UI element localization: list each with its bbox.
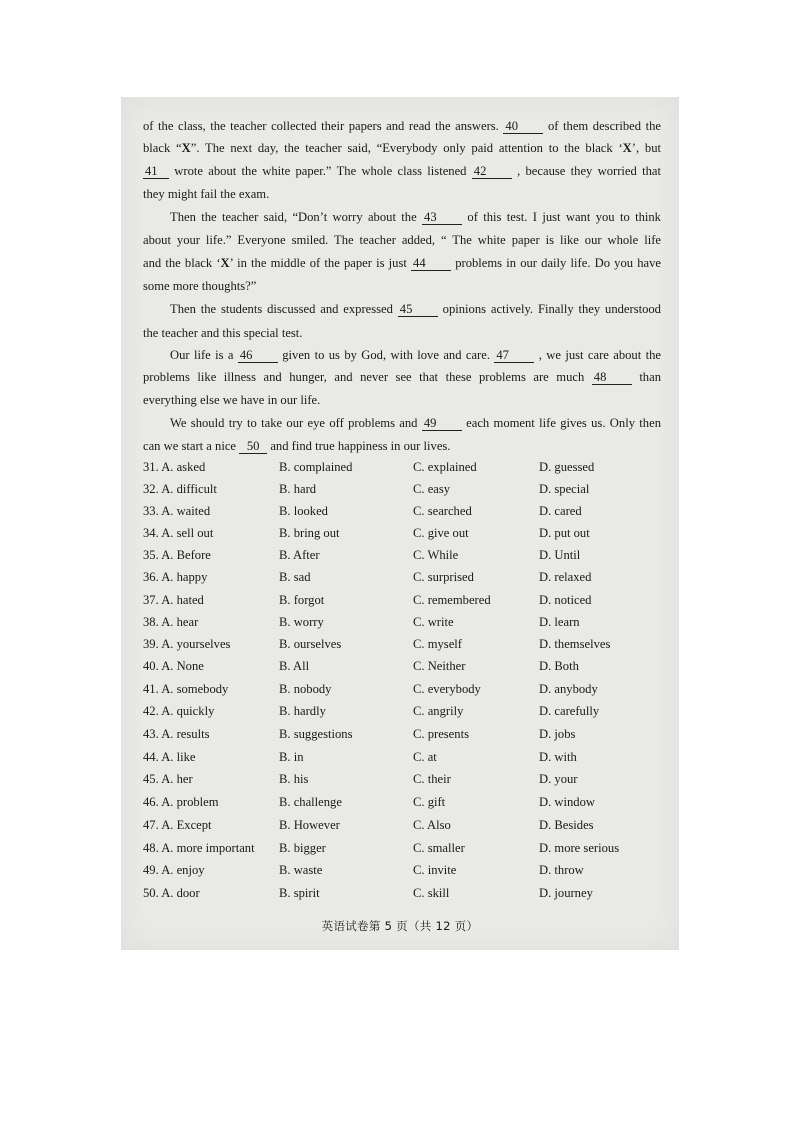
option-a: 35. A. Before xyxy=(143,548,211,562)
option-d: D. learn xyxy=(539,615,580,629)
option-d: D. Both xyxy=(539,659,579,673)
option-b: B. his xyxy=(279,772,309,786)
option-b: B. worry xyxy=(279,615,324,629)
text: of the class, the teacher collected their papers and read the answers. xyxy=(143,119,499,133)
option-row-40 xyxy=(143,656,663,676)
page-footer: 英语试卷第 5 页（共 12 页） xyxy=(321,919,479,933)
text: Then the teacher said, “Don’t worry about the xyxy=(170,210,417,224)
passage-line xyxy=(143,369,661,385)
option-c: C. myself xyxy=(413,637,462,651)
option-row-46 xyxy=(143,792,663,812)
text: wrote about the white paper.” The whole class listened xyxy=(174,164,467,178)
option-b: B. sad xyxy=(279,570,311,584)
option-a: 36. A. happy xyxy=(143,570,208,584)
option-a: 34. A. sell out xyxy=(143,526,214,540)
passage-line xyxy=(143,163,661,179)
option-row-48 xyxy=(143,838,663,858)
passage-line xyxy=(170,209,661,225)
option-c: C. invite xyxy=(413,863,457,877)
option-b: B. However xyxy=(279,818,340,832)
text: We should try to take our eye off problems and xyxy=(170,416,418,430)
blank-45: 45 xyxy=(398,302,438,317)
option-a: 37. A. hated xyxy=(143,593,204,607)
option-a: 32. A. difficult xyxy=(143,482,217,496)
option-b: B. looked xyxy=(279,504,328,518)
option-row-38 xyxy=(143,612,663,632)
option-a: 43. A. results xyxy=(143,727,210,741)
option-b: B. in xyxy=(279,750,304,764)
blank-47: 47 xyxy=(494,348,534,363)
option-d: D. anybody xyxy=(539,682,598,696)
option-b: B. complained xyxy=(279,460,353,474)
option-c: C. Also xyxy=(413,818,451,832)
option-d: D. special xyxy=(539,482,590,496)
option-c: C. smaller xyxy=(413,841,465,855)
option-c: C. remembered xyxy=(413,593,491,607)
passage-line: everything else we have in our life. xyxy=(143,393,321,407)
option-a: 45. A. her xyxy=(143,772,193,786)
option-row-44 xyxy=(143,747,663,767)
option-row-50 xyxy=(143,883,663,903)
option-c: C. skill xyxy=(413,886,450,900)
option-d: D. journey xyxy=(539,886,593,900)
text: opinions actively. Finally they understood xyxy=(442,302,661,316)
option-c: C. surprised xyxy=(413,570,474,584)
option-b: B. hardly xyxy=(279,704,326,718)
blank-43: 43 xyxy=(422,210,462,225)
option-a: 48. A. more important xyxy=(143,841,255,855)
option-c: C. Neither xyxy=(413,659,466,673)
option-d: D. Besides xyxy=(539,818,594,832)
option-c: C. everybody xyxy=(413,682,481,696)
passage-line xyxy=(143,118,661,134)
option-a: 38. A. hear xyxy=(143,615,199,629)
option-c: C. presents xyxy=(413,727,469,741)
option-row-32 xyxy=(143,479,663,499)
option-row-36 xyxy=(143,567,663,587)
option-row-45 xyxy=(143,769,663,789)
option-d: D. more serious xyxy=(539,841,620,855)
option-a: 46. A. problem xyxy=(143,795,219,809)
option-b: B. bigger xyxy=(279,841,326,855)
option-a: 47. A. Except xyxy=(143,818,212,832)
option-b: B. waste xyxy=(279,863,323,877)
option-c: C. explained xyxy=(413,460,477,474)
blank-40: 40 xyxy=(503,119,543,134)
option-d: D. your xyxy=(539,772,578,786)
option-c: C. searched xyxy=(413,504,472,518)
option-b: B. suggestions xyxy=(279,727,353,741)
option-row-35 xyxy=(143,545,663,565)
passage-line xyxy=(143,140,661,156)
option-c: C. at xyxy=(413,750,437,764)
option-d: D. noticed xyxy=(539,593,592,607)
text: of this test. I just want you to think xyxy=(467,210,661,224)
text: , we just care about the xyxy=(538,348,661,362)
option-c: C. easy xyxy=(413,482,451,496)
option-row-34 xyxy=(143,523,663,543)
option-c: C. write xyxy=(413,615,454,629)
text: , because they worried that xyxy=(517,164,661,178)
option-d: D. throw xyxy=(539,863,584,877)
option-b: B. challenge xyxy=(279,795,342,809)
blank-44: 44 xyxy=(411,256,451,271)
passage-line: about your life.” Everyone smiled. The teacher added, “ The white paper is like our whole life xyxy=(143,233,661,247)
blank-41: 41 xyxy=(143,164,169,179)
option-b: B. spirit xyxy=(279,886,320,900)
option-c: C. give out xyxy=(413,526,469,540)
text: black “X”. The next day, the teacher said, “Everybody only paid attention to the black ‘X’, but xyxy=(143,141,661,155)
option-a: 39. A. yourselves xyxy=(143,637,231,651)
option-a: 50. A. door xyxy=(143,886,200,900)
passage-line xyxy=(170,347,661,363)
option-row-37 xyxy=(143,590,663,610)
option-row-31 xyxy=(143,457,663,477)
option-row-41 xyxy=(143,679,663,699)
option-a: 40. A. None xyxy=(143,659,204,673)
option-b: B. bring out xyxy=(279,526,340,540)
option-d: D. themselves xyxy=(539,637,611,651)
option-a: 33. A. waited xyxy=(143,504,211,518)
blank-48: 48 xyxy=(592,370,632,385)
option-d: D. window xyxy=(539,795,595,809)
passage-line: they might fail the exam. xyxy=(143,187,270,201)
option-b: B. After xyxy=(279,548,320,562)
text: Then the students discussed and expressed xyxy=(170,302,393,316)
option-row-33 xyxy=(143,501,663,521)
option-c: C. While xyxy=(413,548,459,562)
option-a: 49. A. enjoy xyxy=(143,863,205,877)
option-d: D. carefully xyxy=(539,704,600,718)
option-d: D. guessed xyxy=(539,460,595,474)
option-a: 31. A. asked xyxy=(143,460,206,474)
blank-42: 42 xyxy=(472,164,512,179)
option-d: D. relaxed xyxy=(539,570,592,584)
text: and find true happiness in our lives. xyxy=(270,439,451,453)
option-row-42 xyxy=(143,701,663,721)
passage-line xyxy=(170,301,661,317)
option-a: 41. A. somebody xyxy=(143,682,229,696)
option-d: D. cared xyxy=(539,504,582,518)
option-b: B. hard xyxy=(279,482,317,496)
option-c: C. their xyxy=(413,772,451,786)
text: given to us by God, with love and care. xyxy=(282,348,490,362)
text: each moment life gives us. Only then xyxy=(466,416,661,430)
option-row-47 xyxy=(143,815,663,835)
text: of them described the xyxy=(547,119,661,133)
option-c: C. angrily xyxy=(413,704,464,718)
option-b: B. All xyxy=(279,659,310,673)
passage-line xyxy=(143,438,661,454)
blank-50: 50 xyxy=(239,439,267,454)
text: and the black ‘X’ in the middle of the paper is just xyxy=(143,256,407,270)
text: can we start a nice xyxy=(143,439,237,453)
option-a: 44. A. like xyxy=(143,750,196,764)
blank-49: 49 xyxy=(422,416,462,431)
option-a: 42. A. quickly xyxy=(143,704,215,718)
option-d: D. jobs xyxy=(539,727,576,741)
option-row-43 xyxy=(143,724,663,744)
passage-line xyxy=(170,415,661,431)
option-b: B. forgot xyxy=(279,593,325,607)
option-c: C. gift xyxy=(413,795,446,809)
exam-page xyxy=(121,97,679,950)
option-row-39 xyxy=(143,634,663,654)
option-d: D. with xyxy=(539,750,577,764)
blank-46: 46 xyxy=(238,348,278,363)
passage-line: some more thoughts?” xyxy=(143,279,257,293)
text: problems like illness and hunger, and never see that these problems are much xyxy=(143,370,585,384)
text: than xyxy=(639,370,661,384)
option-row-49 xyxy=(143,860,663,880)
passage-line xyxy=(143,255,661,271)
option-d: D. put out xyxy=(539,526,590,540)
option-d: D. Until xyxy=(539,548,581,562)
passage-line: the teacher and this special test. xyxy=(143,326,303,340)
text: Our life is a xyxy=(170,348,234,362)
option-b: B. ourselves xyxy=(279,637,342,651)
option-b: B. nobody xyxy=(279,682,332,696)
text: problems in our daily life. Do you have xyxy=(455,256,661,270)
